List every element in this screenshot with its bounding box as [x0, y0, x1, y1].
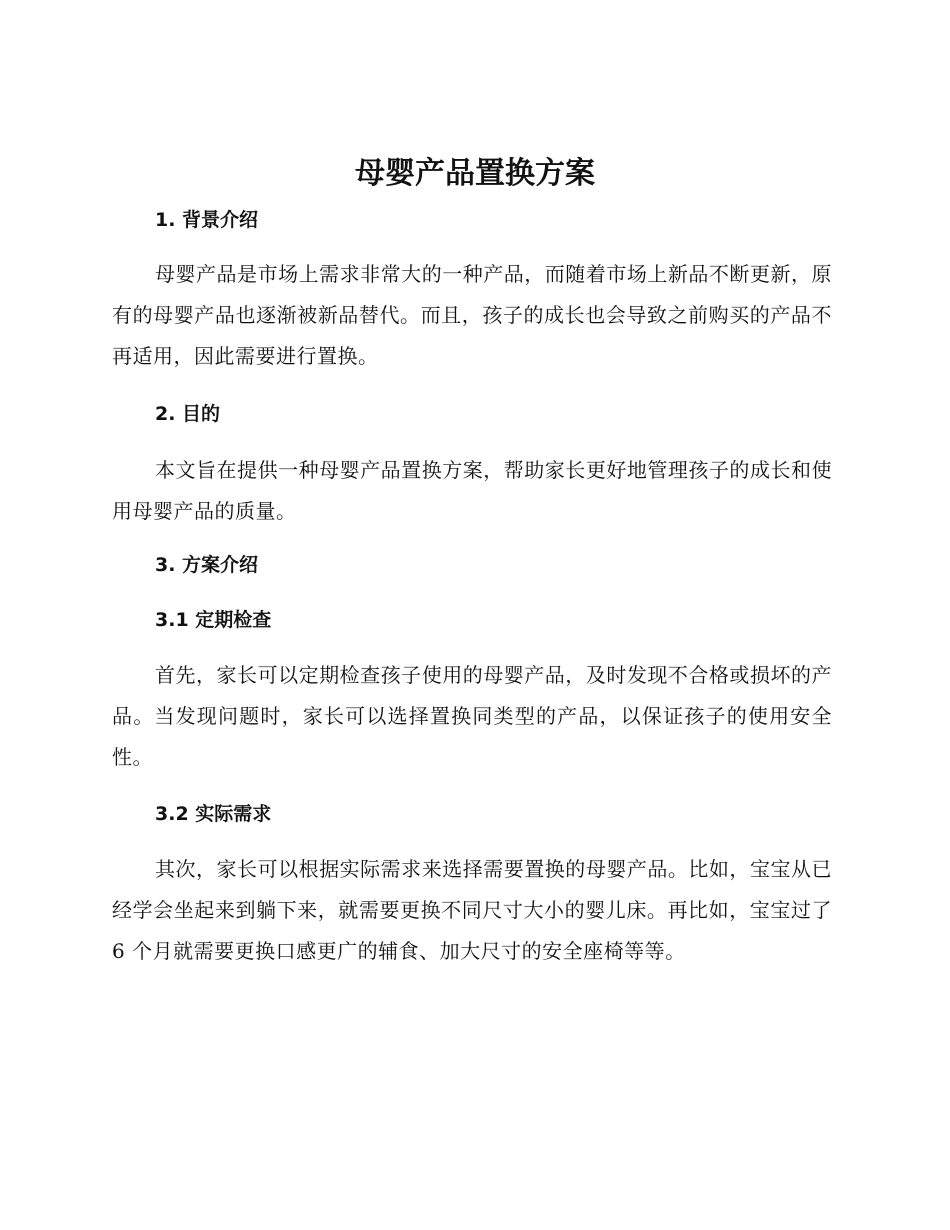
subsection-paragraph-regular-check: 首先，家长可以定期检查孩子使用的母婴产品，及时发现不合格或损坏的产品。当发现问题时，家长可以选择置换同类型的产品，以保证孩子的使用安全性。	[112, 663, 832, 769]
section-heading-background: 1. 背景介绍	[155, 209, 259, 231]
subsection-heading-actual-needs: 3.2 实际需求	[155, 803, 272, 825]
subsection-paragraph-actual-needs: 其次，家长可以根据实际需求来选择需要置换的母婴产品。比如，宝宝从已经学会坐起来到躺下来，就需要更换不同尺寸大小的婴儿床。再比如，宝宝过了 6 个月就需要更换口感更广的辅食、加大尺寸的安全座椅等等。	[112, 857, 832, 963]
subsection-heading-regular-check: 3.1 定期检查	[155, 609, 272, 631]
section-heading-plan: 3. 方案介绍	[155, 554, 259, 576]
section-paragraph-background: 母婴产品是市场上需求非常大的一种产品，而随着市场上新品不断更新，原有的母婴产品也逐渐被新品替代。而且，孩子的成长也会导致之前购买的产品不再适用，因此需要进行置换。	[112, 262, 832, 368]
section-heading-purpose: 2. 目的	[155, 403, 221, 425]
section-paragraph-purpose: 本文旨在提供一种母婴产品置换方案，帮助家长更好地管理孩子的成长和使用母婴产品的质量。	[112, 458, 832, 523]
document-title: 母婴产品置换方案	[355, 156, 595, 191]
